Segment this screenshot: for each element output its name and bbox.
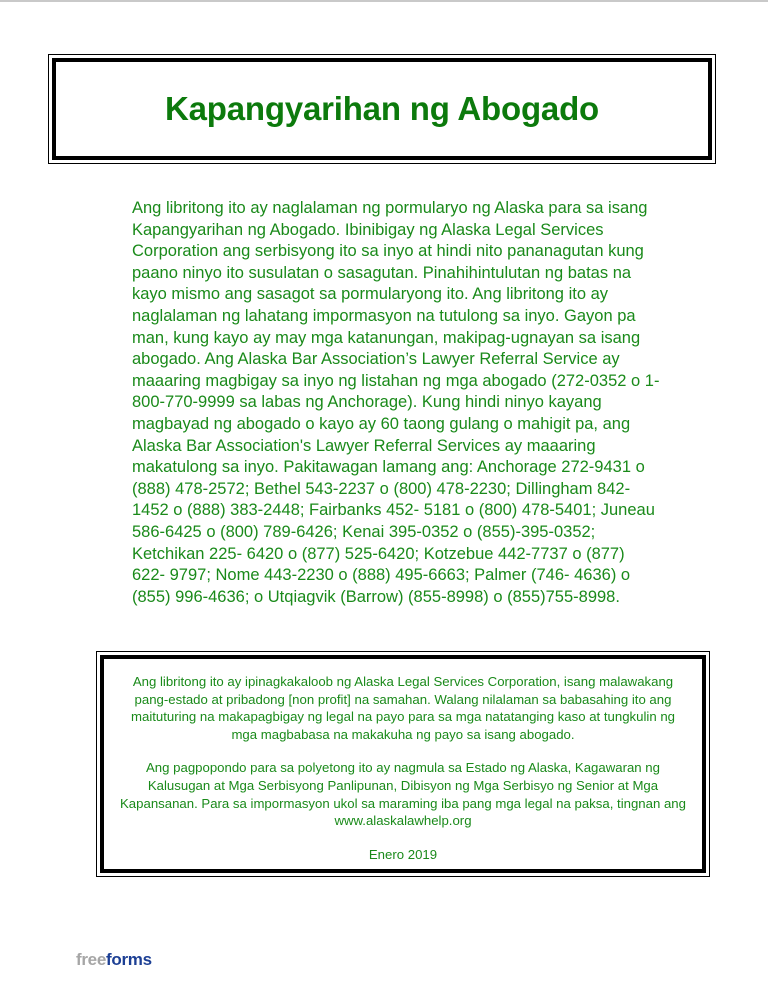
- title-box: [48, 54, 716, 164]
- disclaimer-box: [96, 651, 710, 877]
- disclaimer-paragraph-1: Ang libritong ito ay ipinagkakaloob ng Alaska Legal Services Corporation, isang malawakang pang-estado at pribadong [non profit] na samahan. Walang nilalaman sa babasahing ito ang maituturing na makapagbigay ng legal na payo para sa mga natatanging kaso at tungkulin ng mga magbabasa na makakuha ng payo sa isang abogado.: [131, 674, 675, 742]
- funding-paragraph-2: Ang pagpopondo para sa polyetong ito ay nagmula sa Estado ng Alaska, Kagawaran ng Kalusugan at Mga Serbisyong Panlipunan, Dibisyon ng Mga Serbisyo ng Senior at Mga Kapansanan. Para sa impormasyon ukol sa maraming iba pang mga legal na paksa, tingnan ang www.alaskalawhelp.org: [120, 760, 686, 829]
- logo-text-forms: forms: [106, 950, 152, 969]
- page-title: Kapangyarihan ng Abogado: [165, 89, 599, 127]
- publication-date: Enero 2019: [368, 846, 438, 862]
- body-content-block: [132, 198, 662, 608]
- intro-paragraph: Ang libritong ito ay naglalaman ng pormularyo ng Alaska para sa isang Kapangyarihan ng Abogado. Ibinibigay ng Alaska Legal Services Corporation ang serbisyong ito sa inyo at hindi nito pananagutan kung paano ninyo ito susulatan o sasagutan. Pinahihintulutan ng batas na kayo mismo ang sasagot sa pormularyong ito. Ang libritong ito ay naglalaman ng lahatang impormasyon na tutulong sa inyo. Gayon pa man, kung kayo ay may mga katanungan, makipag-ugnayan sa isang abogado. Ang Alaska Bar Association’s Lawyer Referral Service ay maaaring magbigay sa inyo ng listahan ng mga abogado (272-0352 o 1-800-770-9999 sa labas ng Anchorage). Kung hindi ninyo kayang magbayad ng abogado o kayo ay 60 taong gulang o mahigit pa, ang Alaska Bar Association's Lawyer Referral Services ay maaaring makatulong sa inyo. Pakitawagan lamang ang: Anchorage 272-9431 o (888) 478-2572; Bethel 543-2237 o (800) 478-2230; Dillingham 842-1452 o (888) 383-2448; Fairbanks 452- 5181 o (800) 478-5401; Juneau 586-6425 o (800) 789-6426; Kenai 395-0352 o (855)-395-0352; Ketchikan 225- 6420 o (877) 525-6420; Kotzebue 442-7737 o (877) 622- 9797; Nome 443-2230 o (888) 495-6663; Palmer (746- 4636) o (855) 996-4636; o Utqiagvik (Barrow) (855-8998) o (855)755-8998.: [132, 199, 660, 606]
- freeforms-logo: [76, 951, 152, 968]
- disclaimer-box-inner-border: [100, 655, 706, 873]
- page-top-rule: [0, 0, 768, 2]
- logo-text-free: free: [76, 950, 106, 969]
- title-box-inner-border: [52, 58, 712, 160]
